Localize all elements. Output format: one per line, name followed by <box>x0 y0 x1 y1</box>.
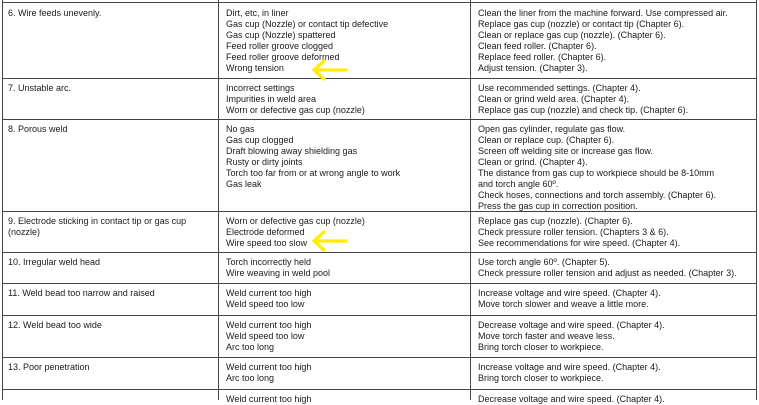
table-cell-problem <box>8 216 213 238</box>
table-cell-problem <box>8 83 213 94</box>
row-divider <box>2 283 757 284</box>
table-cell-problem <box>8 288 213 299</box>
remedies-line: Clean or replace cup. (Chapter 6). <box>478 135 615 145</box>
causes-line: Worn or defective gas cup (nozzle) <box>226 105 365 115</box>
row-divider <box>2 252 757 253</box>
causes-line: Worn or defective gas cup (nozzle) <box>226 216 365 226</box>
remedies-line: Clean or grind weld area. (Chapter 4). <box>478 94 630 104</box>
causes-line: Impurities in weld area <box>226 94 317 104</box>
causes-line: Gas cup (Nozzle) spattered <box>226 30 336 40</box>
table-border-left <box>2 0 3 400</box>
row-divider <box>2 357 757 358</box>
row-divider <box>2 2 757 3</box>
remedies-line: and torch angle 60º. <box>478 179 559 189</box>
causes-line: Weld speed too low <box>226 299 305 309</box>
causes-line: Wrong tension <box>226 63 284 73</box>
remedies-line: Increase voltage and wire speed. (Chapter 4). <box>478 362 661 372</box>
causes-line: Electrode deformed <box>226 227 305 237</box>
remedies-line: Decrease voltage and wire speed. (Chapter 4). <box>478 320 665 330</box>
causes-line: Feed roller groove clogged <box>226 41 334 51</box>
table-cell-causes <box>226 124 466 190</box>
remedies-line: Check pressure roller tension and adjust as needed. (Chapter 3). <box>478 268 737 278</box>
table-cell-remedies <box>478 362 753 384</box>
table-cell-remedies <box>478 257 753 279</box>
remedies-line: Replace gas cup (nozzle). (Chapter 6). <box>478 216 633 226</box>
column-divider-1 <box>218 0 219 400</box>
table-cell-remedies <box>478 216 753 249</box>
row-divider <box>2 119 757 120</box>
row-divider <box>2 78 757 79</box>
causes-line: Gas cup (Nozzle) or contact tip defective <box>226 19 389 29</box>
causes-line: Draft blowing away shielding gas <box>226 146 358 156</box>
causes-line: Weld speed too low <box>226 331 305 341</box>
causes-line: Rusty or dirty joints <box>226 157 303 167</box>
table-cell-remedies <box>478 83 753 116</box>
causes-line: Arc too long <box>226 342 275 352</box>
causes-line: Arc too long <box>226 373 275 383</box>
remedies-line: Increase voltage and wire speed. (Chapter 4). <box>478 288 661 298</box>
problem-line: 9. Electrode sticking in contact tip or gas cup <box>8 216 187 226</box>
remedies-line: The distance from gas cup to workpiece should be 8-10mm <box>478 168 715 178</box>
causes-line: Incorrect settings <box>226 83 295 93</box>
table-cell-causes <box>226 288 466 310</box>
remedies-line: Replace gas cup (nozzle) or contact tip (Chapter 6). <box>478 19 685 29</box>
table-cell-remedies <box>478 124 753 212</box>
problem-line: 6. Wire feeds unevenly. <box>8 8 102 18</box>
remedies-line: See recommendations for wire speed. (Chapter 4). <box>478 238 681 248</box>
causes-line: Torch too far from or at wrong angle to work <box>226 168 401 178</box>
remedies-line: Use torch angle 60º. (Chapter 5). <box>478 257 610 267</box>
causes-line: Wire weaving in weld pool <box>226 268 331 278</box>
remedies-line: Screen off welding site or increase gas flow. <box>478 146 653 156</box>
remedies-line: Clean the liner from the machine forward. Use compressed air. <box>478 8 728 18</box>
table-cell-causes <box>226 362 466 384</box>
causes-line: Wire speed too slow <box>226 238 308 248</box>
problem-line: 13. Poor penetration <box>8 362 90 372</box>
arrow-annotation-icon <box>310 58 350 82</box>
causes-line: Gas cup clogged <box>226 135 294 145</box>
problem-line: 12. Weld bead too wide <box>8 320 102 330</box>
problem-line: 7. Unstable arc. <box>8 83 72 93</box>
table-cell-problem <box>8 124 213 135</box>
remedies-line: Move torch slower and weave a little more. <box>478 299 649 309</box>
problem-line: 8. Porous weld <box>8 124 68 134</box>
table-cell-remedies <box>478 288 753 310</box>
remedies-line: Decrease voltage and wire speed. (Chapter 4). <box>478 394 665 404</box>
remedies-line: Press the gas cup in correction position. <box>478 201 638 211</box>
table-cell-remedies <box>478 320 753 353</box>
remedies-line: Check pressure roller tension. (Chapters 3 & 6). <box>478 227 669 237</box>
table-border-right <box>756 0 757 400</box>
table-cell-causes <box>226 257 466 279</box>
problem-line: 10. Irregular weld head <box>8 257 101 267</box>
problem-line: (nozzle) <box>8 227 41 237</box>
table-cell-problem <box>8 257 213 268</box>
remedies-line: Bring torch closer to workpiece. <box>478 373 604 383</box>
row-divider <box>2 315 757 316</box>
table-cell-causes <box>226 320 466 353</box>
table-cell-problem <box>8 362 213 373</box>
column-divider-2 <box>470 0 471 400</box>
table-cell-causes <box>226 83 466 116</box>
remedies-line: Clean or grind. (Chapter 4). <box>478 157 588 167</box>
row-divider <box>2 389 757 390</box>
causes-line: Gas leak <box>226 179 262 189</box>
causes-line: No gas <box>226 124 255 134</box>
table-cell-remedies <box>478 8 753 74</box>
causes-line: Weld current too high <box>226 362 312 372</box>
remedies-line: Open gas cylinder, regulate gas flow. <box>478 124 626 134</box>
causes-line: Feed roller groove deformed <box>226 52 340 62</box>
remedies-line: Replace feed roller. (Chapter 6). <box>478 52 607 62</box>
remedies-line: Clean feed roller. (Chapter 6). <box>478 41 597 51</box>
causes-line: Weld current too high <box>226 394 312 404</box>
remedies-line: Use recommended settings. (Chapter 4). <box>478 83 641 93</box>
causes-line: Torch incorrectly held <box>226 257 312 267</box>
causes-line: Weld current too high <box>226 288 312 298</box>
remedies-line: Bring torch closer to workpiece. <box>478 342 604 352</box>
causes-line: Dirt, etc, in liner <box>226 8 289 18</box>
problem-line: 11. Weld bead too narrow and raised <box>8 288 155 298</box>
remedies-line: Move torch faster and weave less. <box>478 331 615 341</box>
table-cell-problem <box>8 8 213 19</box>
remedies-line: Clean or replace gas cup (nozzle). (Chapter 6). <box>478 30 666 40</box>
causes-line: Weld current too high <box>226 320 312 330</box>
arrow-annotation-icon <box>310 229 350 253</box>
remedies-line: Replace gas cup (nozzle) and check tip. (Chapter 6). <box>478 105 689 115</box>
table-cell-problem <box>8 320 213 331</box>
remedies-line: Adjust tension. (Chapter 3). <box>478 63 588 73</box>
remedies-line: Check hoses, connections and torch assembly. (Chapter 6). <box>478 190 716 200</box>
